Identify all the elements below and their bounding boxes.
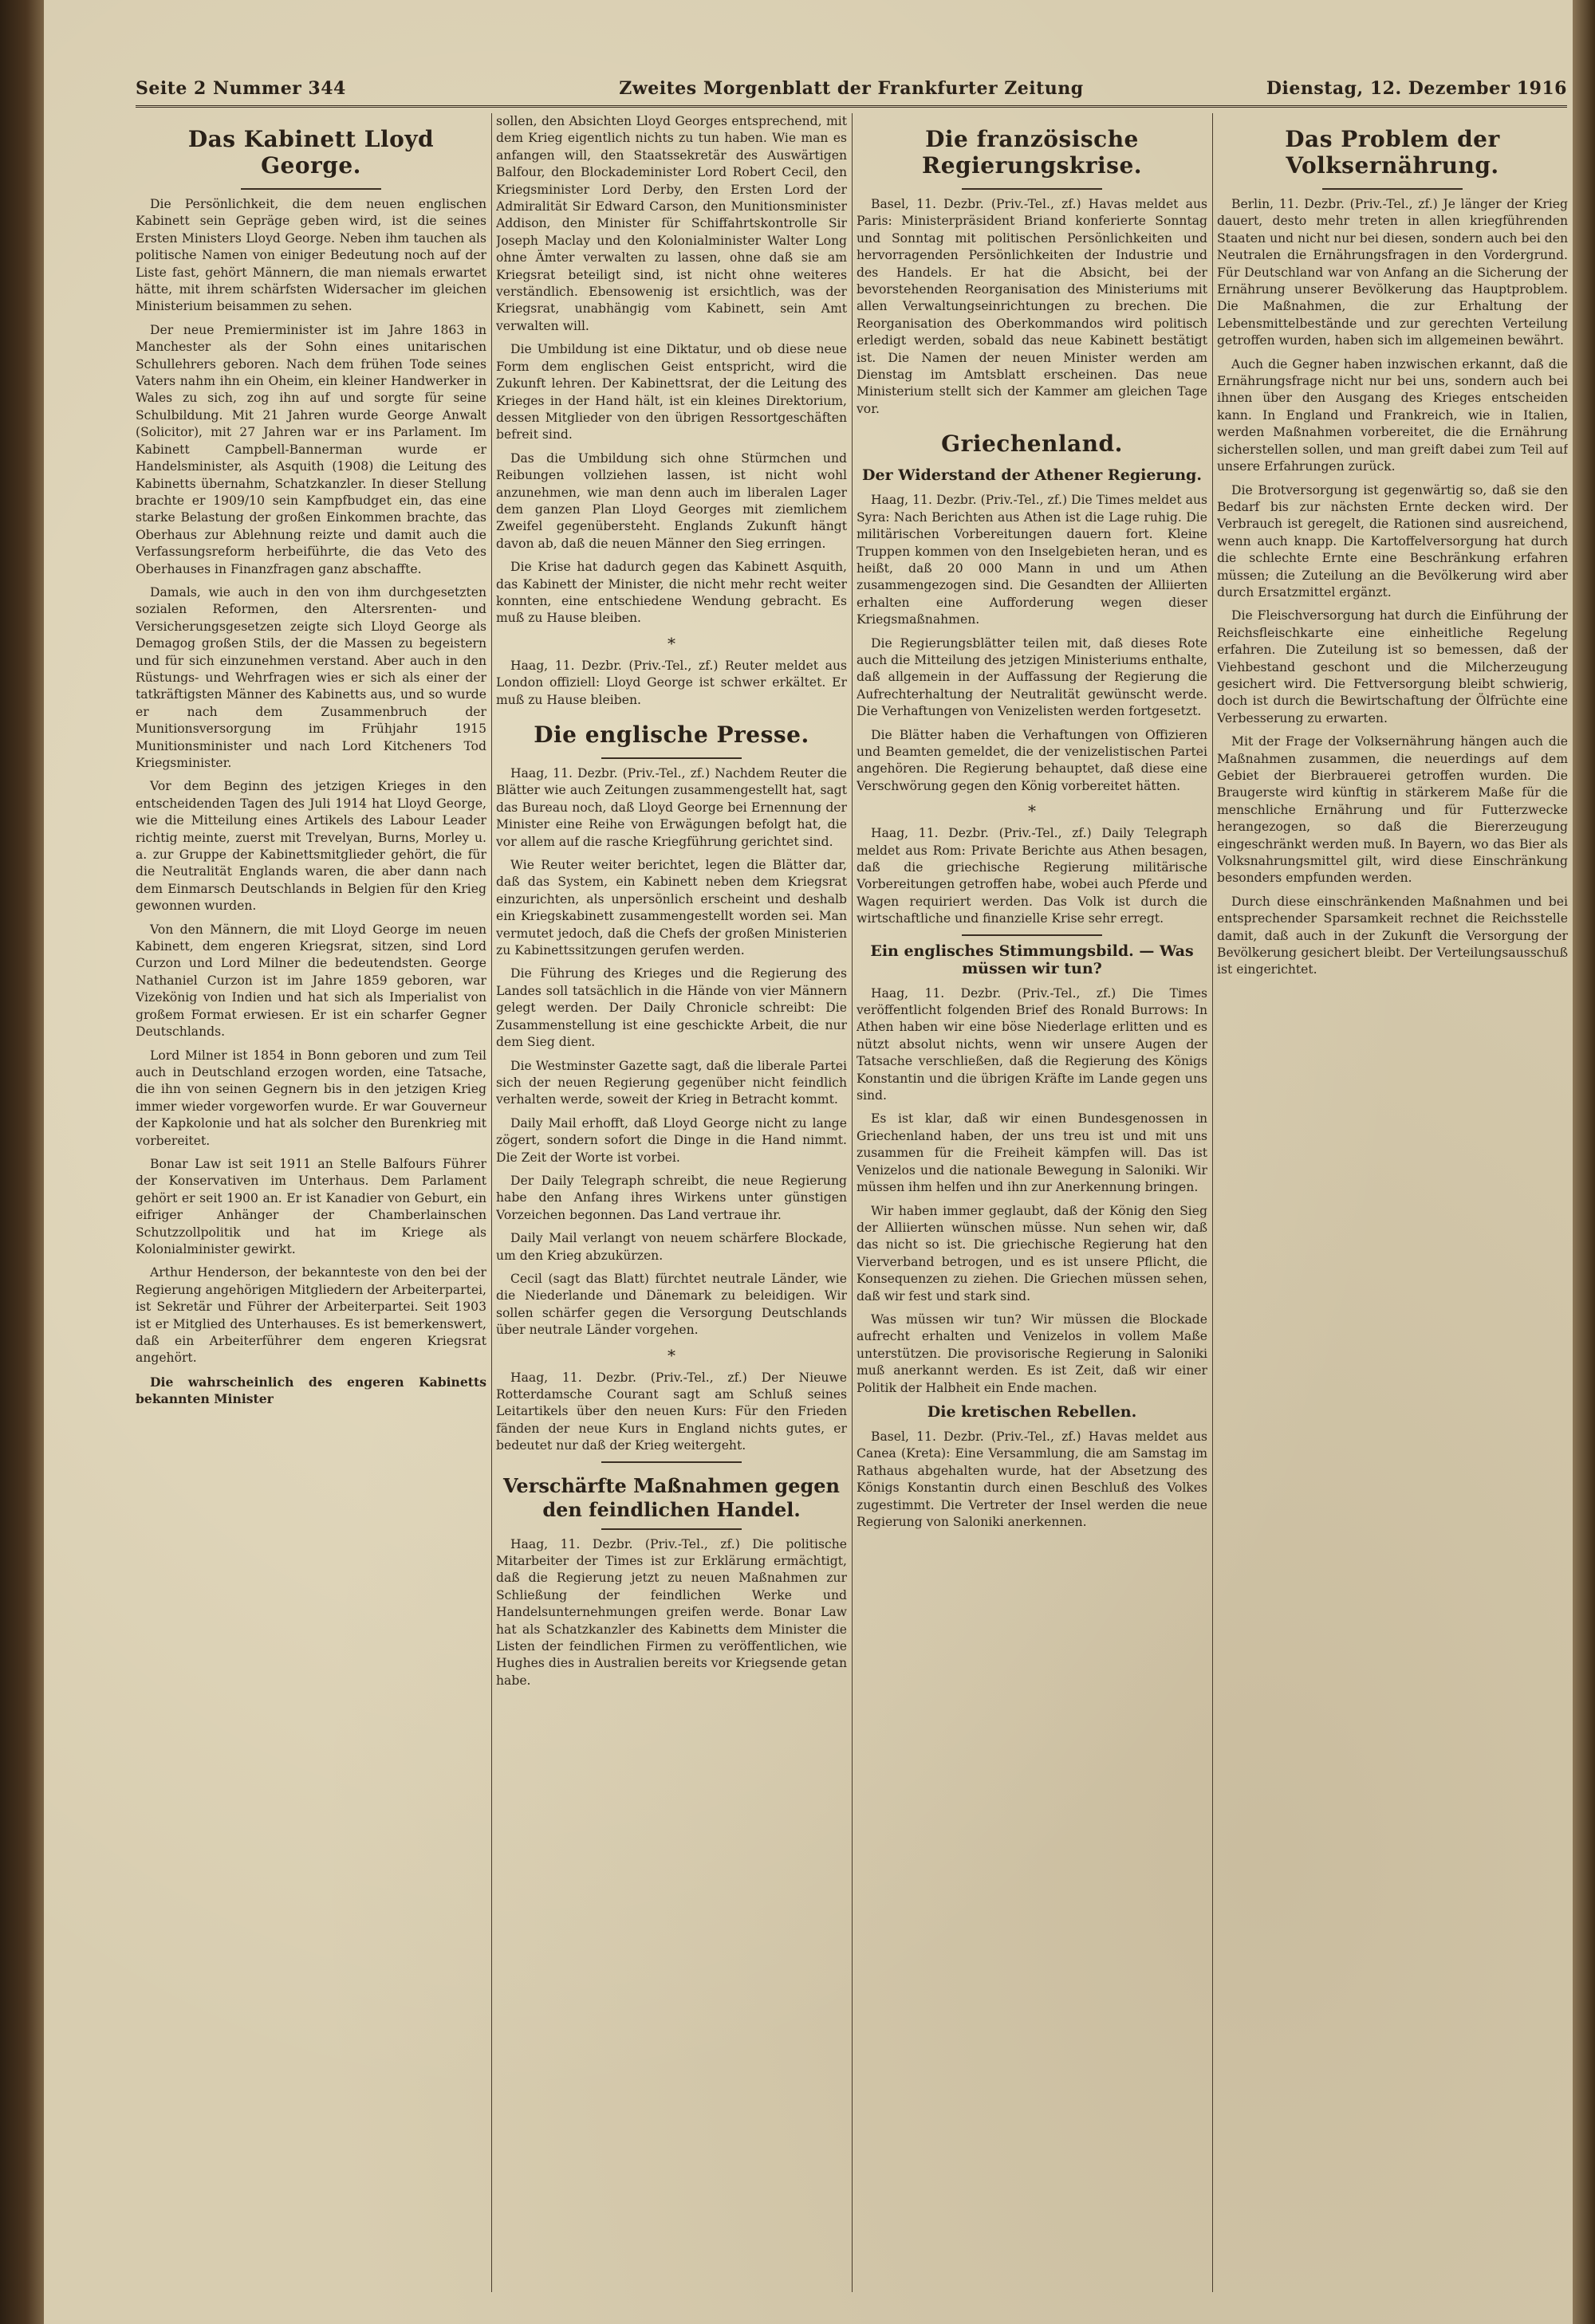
paragraph: Basel, 11. Dezbr. (Priv.-Tel., zf.) Havas meldet aus Canea (Kreta): Eine Versammlung, die am Samstag im Rathaus abgehalten wurde, hat der Absetzung des Königs Konstantin durch einen Beschluß des Volkes zugestimmt. Die Vertreter der Insel werden die neue Regierung von Saloniki anerkennen.	[857, 1429, 1207, 1529]
telegram: Haag, 11. Dezbr. (Priv.-Tel., zf.) Reuter meldet aus London offiziell: Lloyd George ist schwer erkältet. Er muß zu Hause bleiben.	[496, 658, 847, 707]
paragraph: Daily Mail verlangt von neuem schärfere Blockade, um den Krieg abzukürzen.	[496, 1231, 847, 1263]
separator-star: *	[668, 1345, 675, 1365]
paragraph: Haag, 11. Dezbr. (Priv.-Tel., zf.) Die Times veröffentlicht folgenden Brief des Ronald Burrows: In Athen haben wir eine böse Niederlage erlitten und es nützt absolut nichts, wenn wir unsere Augen der Tatsache verschließen, daß die Regierung des Königs Konstantin und die übrigen Kräfte im Lande gegen uns sind.	[857, 985, 1207, 1103]
paragraph: Haag, 11. Dezbr. (Priv.-Tel., zf.) Nachdem Reuter die Blätter wie auch Zeitungen zusammengestellt hat, sagt das Bureau noch, daß Lloyd George bei Ernennung der Minister eine Reihe von Erwägungen befolgt hat, die vor allem auf die rasche Kriegführung gerichtet sind.	[496, 766, 847, 849]
masthead	[136, 73, 1567, 108]
column-1	[136, 113, 486, 2292]
issue-date: Dienstag, 12. Dezember 1916	[1266, 78, 1567, 99]
page-number: Seite 2 Nummer 344	[136, 78, 346, 99]
column-rule	[852, 113, 853, 2292]
column-2	[496, 113, 847, 2292]
telegram: Haag, 11. Dezbr. (Priv.-Tel., zf.) Der Nieuwe Rotterdamsche Courant sagt am Schluß seines Leitartikels über den neuen Kurs: Für den Frieden fänden der neue Kurs in England nichts gutes, er bedeutet nur daß der Krieg weitergeht.	[496, 1370, 847, 1453]
paragraph: Der neue Premierminister ist im Jahre 1863 in Manchester als der Sohn eines unitarischen Schullehrers geboren. Nach dem frühen Tode seines Vaters nahm ihn ein Oheim, ein kleiner Handwerker in Wales zu sich, zog ihn auf und sorgte für seine Schulbildung. Mit 21 Jahren wurde George Anwalt (Solicitor), mit 27 Jahren war er ins Parlament. Im Kabinett Campbell-Bannerman wurde er Handelsminister, als Asquith (1908) die Leitung des Kabinetts übernahm, Schatzkanzler. In dieser Stellung brachte er 1909/10 sein Kampfbudget ein, das eine starke Belastung der großen Einkommen brachte, das Oberhaus zur Ablehnung reizte und damit auch die Verfassungsreform herbeiführte, die das Veto des Oberhauses in Finanzfragen ganz abschaffte.	[136, 322, 486, 576]
title-rule	[601, 1528, 742, 1530]
column-rule	[1212, 113, 1213, 2292]
paragraph: Die Umbildung ist eine Diktatur, und ob diese neue Form dem englischen Geist entspricht, wird die Zukunft lehren. Der Kabinettsrat, der die Leitung des Krieges in der Hand hält, ist ein kleines Direktorium, dessen Mitglieder von den übrigen Ressortgeschäften befreit sind.	[496, 342, 847, 442]
column-4	[1217, 113, 1568, 2292]
paragraph: Die Blätter haben die Verhaftungen von Offizieren und Beamten gemeldet, die der venizelistischen Partei angehören. Die Regierung behauptet, daß diese eine Verschwörung gegen den König vorbereitet hätten.	[857, 727, 1207, 793]
paragraph: Haag, 11. Dezbr. (Priv.-Tel., zf.) Die Times meldet aus Syra: Nach Berichten aus Athen ist die Lage ruhig. Die militärischen Vorbereitungen dauern fort. Kleine Truppen kommen von den Inselgebieten heran, und es heißt, daß 20 000 Mann in und um Athen zusammengezogen sind. Die Gesandten der Alliierten erhalten eine Aufforderung wegen dieser Kriegsmaßnahmen.	[857, 493, 1207, 627]
paragraph: Wir haben immer geglaubt, daß der König den Sieg der Alliierten wünschen müsse. Nun sehen wir, daß das nicht so ist. Die griechische Regierung hat den Vierverband betrogen, und es ist unsere Pflicht, die Konsequenzen zu ziehen. Die Griechen müssen sehen, daß wir fest und stark sind.	[857, 1203, 1207, 1304]
column-3	[857, 113, 1207, 2292]
article-title-handel: Verschärfte Maßnahmen gegen den feindlichen Handel.	[503, 1473, 840, 1521]
title-rule	[601, 1461, 742, 1463]
paragraph: Wie Reuter weiter berichtet, legen die Blätter dar, daß das System, ein Kabinett neben dem Kriegsrat einzurichten, als unpersönlich erscheint und deshalb ein Kriegskabinett zusammengestellt worden sei. Man vermutet jedoch, daß die Chefs der großen Ministerien zu Kabinettssitzungen gerufen werden.	[496, 858, 847, 958]
paragraph: Bonar Law ist seit 1911 an Stelle Balfours Führer der Konservativen im Unterhaus. Dem Parlament gehört er seit 1900 an. Er ist Kanadier von Geburt, ein eifriger Anhänger der Chamberlainschen Schutzzollpolitik und hat im Kriege als Kolonialminister gewirkt.	[136, 1156, 486, 1256]
paragraph: Vor dem Beginn des jetzigen Krieges in den entscheidenden Tagen des Juli 1914 hat Lloyd George, wie die Mitteilung eines Artikels des Labour Leader richtig meinte, zuerst mit Trevelyan, Burns, Morley u. a. zur Gruppe der Kabinettsmitglieder gehört, die für die Neutralität Englands waren, die aber dann nach dem Einmarsch Deutschlands in Belgien für den Krieg gewonnen wurden.	[136, 779, 486, 914]
paragraph: Basel, 11. Dezbr. (Priv.-Tel., zf.) Havas meldet aus Paris: Ministerpräsident Briand konferierte Sonntag und Sonntag mit politischen Persönlichkeiten und hervorragenden Persönlichkeiten der Industrie und des Handels. Er hat die Absicht, bei der bevorstehenden Reorganisation des Ministeriums mit allen Verwaltungseinrichtungen zu brechen. Die Reorganisation des Oberkommandos wird politisch erledigt werden, sobald das neue Kabinett bestätigt ist. Die Namen der neuen Minister werden am Dienstag im Amtsblatt erscheinen. Das neue Ministerium stellt sich der Kammer am gleichen Tage vor.	[857, 197, 1207, 416]
subtitle-rebellen: Die kretischen Rebellen.	[927, 1402, 1137, 1421]
paragraph: Durch diese einschränkenden Maßnahmen und bei entsprechender Sparsamkeit rechnet die Reichsstelle damit, daß auch in der Zukunft die Versorgung der Bevölkerung gesichert bleibt. Der Verteilungsausschuß ist eingerichtet.	[1217, 894, 1568, 977]
paragraph: Das die Umbildung sich ohne Stürmchen und Reibungen vollziehen lassen, ist nicht wohl anzunehmen, wie man denn auch im liberalen Lager dem ganzen Plan Lloyd Georges mit ziemlichem Zweifel gegenübersteht. Englands Zukunft hängt davon ab, daß die neuen Männer den Sieg erringen.	[496, 450, 847, 551]
subtitle-stimmungsbild: Ein englisches Stimmungsbild. — Was müssen wir tun?	[870, 942, 1194, 977]
separator-star: *	[1028, 801, 1036, 821]
paragraph: Die Persönlichkeit, die dem neuen englischen Kabinett sein Gepräge geben wird, ist die seines Ersten Ministers Lloyd George. Neben ihm tauchen als politische Namen von einiger Bedeutung noch auf der Liste fast, gehört Männern, die man niemals erwartet hätte, mit ihrem schärfsten Widersacher im gleichen Ministerium beisammen zu sehen.	[136, 197, 486, 314]
paragraph: Lord Milner ist 1854 in Bonn geboren und zum Teil auch in Deutschland erzogen worden, eine Tatsache, die ihn von seinen Gegnern bis in den jetzigen Krieg immer wieder vorgeworfen wurde. Er war Gouverneur der Kapkolonie und hat als solcher den Burenkrieg mit vorbereitet.	[136, 1048, 486, 1148]
paragraph: Die Regierungsblätter teilen mit, daß dieses Rote auch die Mitteilung des jetzigen Ministeriums enthalte, daß allgemein in der Auffassung der Regierung die Aufrechterhaltung der Neutralität gewünscht werde. Die Verhaftungen von Venizelisten werden fortgesetzt.	[857, 635, 1207, 719]
paragraph: Die wahrscheinlich des engeren Kabinetts bekannten Minister	[136, 1374, 486, 1407]
title-rule	[962, 934, 1102, 936]
paragraph: Haag, 11. Dezbr. (Priv.-Tel., zf.) Die politische Mitarbeiter der Times ist zur Erklärung ermächtigt, daß die Regierung jetzt zu neuen Maßnahmen zur Schließung der feindlichen Werke und Handelsunternehmungen greifen werde. Bonar Law hat als Schatzkanzler des Kabinetts dem Minister die Listen der feindlichen Firmen zu veröffentlichen, wie Hughes dies in Australien bereits vor Kriegsende getan habe.	[496, 1536, 847, 1688]
paragraph: Arthur Henderson, der bekannteste von den bei der Regierung angehörigen Mitgliedern der Arbeiterpartei, ist Sekretär und Führer der Arbeiterpartei. Seit 1903 ist er Mitglied des Unterhauses. Es ist bemerkenswert, daß ein Arbeiterführer dem engeren Kriegsrat angehört.	[136, 1265, 486, 1366]
title-rule	[962, 188, 1102, 190]
paragraph: Was müssen wir tun? Wir müssen die Blockade aufrecht erhalten und Venizelos in vollem Maße unterstützen. Die provisorische Regierung in Saloniki muß anerkannt werden. Es ist Zeit, daß wir einer Politik der Halbheit ein Ende machen.	[857, 1311, 1207, 1395]
title-rule	[1322, 188, 1463, 190]
title-rule	[601, 757, 742, 759]
article-title-frankreich: Die französische Regierungskrise.	[921, 126, 1143, 179]
column-rule	[491, 113, 492, 2292]
paragraph: Der Daily Telegraph schreibt, die neue Regierung habe den Anfang ihres Wirkens unter günstigen Vorzeichen begonnen. Das Land vertraue ihr.	[496, 1173, 847, 1222]
separator-star: *	[668, 633, 675, 653]
paragraph: Cecil (sagt das Blatt) fürchtet neutrale Länder, wie die Niederlande und Dänemark zu beleidigen. Wir sollen schärfer gegen die Versorgung Deutschlands über neutrale Länder vorgehen.	[496, 1271, 847, 1338]
paragraph: Die Krise hat dadurch gegen das Kabinett Asquith, das Kabinett der Minister, die nicht mehr recht weiter konnten, eine entschiedene Wendung gebracht. Es muß zu Hause bleiben.	[496, 560, 847, 626]
paragraph: Von den Männern, die mit Lloyd George im neuen Kabinett, dem engeren Kriegsrat, sitzen, sind Lord Curzon und Lord Milner die bedeutendsten. George Nathaniel Curzon ist im Jahre 1859 geboren, war Vizekönig von Indien und hat sich als Imperialist von großem Format erwiesen. Er ist ein scharfer Gegner Deutschlands.	[136, 922, 486, 1040]
title-rule	[241, 188, 381, 190]
paragraph: Mit der Frage der Volksernährung hängen auch die Maßnahmen zusammen, die neuerdings auf dem Gebiet der Bierbrauerei getroffen wurden. Die Braugerste wird künftig in stärkerem Maße für die menschliche Ernährung und für Futterzwecke herangezogen, so daß die Biererzeugung eingeschränkt werden muß. In Bayern, wo das Bier als Volksnahrungsmittel gilt, wird diese Einschränkung besonders empfunden werden.	[1217, 734, 1568, 886]
book-binding	[0, 0, 44, 2324]
paragraph: Auch die Gegner haben inzwischen erkannt, daß die Ernährungsfrage nicht nur bei uns, sondern auch bei ihnen über den Ausgang des Krieges entscheiden kann. In England und Frankreich, wie in Italien, werden Maßnahmen vorbereitet, die die Ernährung sicherstellen sollen, und man greift dabei zum Teil auf unsere Erfahrungen zurück.	[1217, 356, 1568, 474]
paragraph: Es ist klar, daß wir einen Bundesgenossen in Griechenland haben, der uns treu ist und mit uns zusammen für die Freiheit kämpfen will. Das ist Venizelos und die nationale Bewegung in Saloniki. Wir müssen ihm helfen und ihn zur Anerkennung bringen.	[857, 1111, 1207, 1195]
telegram: Haag, 11. Dezbr. (Priv.-Tel., zf.) Daily Telegraph meldet aus Rom: Private Berichte aus Athen besagen, daß die griechische Regierung militärische Vorbereitungen getroffen habe, wobei auch Pferde und Wagen requiriert werden. Das Volk ist durch die wirtschaftliche und finanzielle Krise sehr erregt.	[857, 826, 1207, 926]
article-title-volksernaehrung: Das Problem der Volksernährung.	[1285, 126, 1500, 179]
paragraph: Daily Mail erhofft, daß Lloyd George nicht zu lange zögert, sondern sofort die Dinge in die Hand nimmt. Die Zeit der Worte ist vorbei.	[496, 1115, 847, 1165]
article-title-kabinett: Das Kabinett Lloyd George.	[187, 126, 435, 179]
paragraph: Damals, wie auch in den von ihm durchgesetzten sozialen Reformen, den Altersrenten- und Versicherungsgesetzen zeigte sich Lloyd George als Demagog großen Stils, der die Massen zu begeistern und für sich einzunehmen verstand. Aber auch in den Rüstungs- und Wehrfragen wies er sich als einer der tatkräftigsten Männer des Kabinetts aus, und so wurde er nach dem Zusammenbruch der Munitionsversorgung im Frühjahr 1915 Munitionsminister und nach Lord Kitcheners Tod Kriegsminister.	[136, 584, 486, 770]
article-title-presse: Die englische Presse.	[534, 722, 809, 748]
paragraph: Berlin, 11. Dezbr. (Priv.-Tel., zf.) Je länger der Krieg dauert, desto mehr treten in allen kriegführenden Staaten und nicht nur bei diesen, sondern auch bei den Neutralen die Ernährungsfragen in den Vordergrund. Für Deutschland war von Anfang an die Sicherung der Ernährung unserer Bevölkerung das Hauptproblem. Die Maßnahmen, die zur Erhaltung der Lebensmittelbestände und zur gerechten Verteilung getroffen wurden, haben sich im allgemeinen bewährt.	[1217, 197, 1568, 348]
paragraph: Die Fleischversorgung hat durch die Einführung der Reichsfleischkarte eine einheitliche Regelung erfahren. Die Zuteilung ist so bemessen, daß der Viehbestand geschont und die Milcherzeugung gesichert wird. Die Fettversorgung bleibt schwierig, doch ist durch die Bewirtschaftung der Ölfrüchte eine Verbesserung zu erwarten.	[1217, 608, 1568, 726]
paragraph: Die Führung des Krieges und die Regierung des Landes soll tatsächlich in die Hände von vier Männern gelegt werden. Der Daily Chronicle schreibt: Die Zusammenstellung ist eine geschickte Arbeit, die nur dem Sieg dient.	[496, 966, 847, 1050]
paragraph: Die Brotversorgung ist gegenwärtig so, daß sie den Bedarf bis zur nächsten Ernte decken wird. Der Verbrauch ist geregelt, die Rationen sind ausreichend, wenn auch knapp. Die Kartoffelversorgung hat durch die schlechte Ernte eine Beschränkung erfahren müssen; die Zuteilung an die Bevölkerung wird aber durch Ersatzmittel ergänzt.	[1217, 482, 1568, 600]
page-edge	[1573, 0, 1595, 2324]
paragraph: Die Westminster Gazette sagt, daß die liberale Partei sich der neuen Regierung gegenüber nicht feindlich verhalten werde, soweit der Krieg in Betracht kommt.	[496, 1058, 847, 1107]
newspaper-title: Zweites Morgenblatt der Frankfurter Zeitung	[619, 78, 1084, 99]
subtitle-widerstand: Der Widerstand der Athener Regierung.	[862, 466, 1202, 485]
article-title-griechenland: Griechenland.	[941, 431, 1123, 458]
paragraph: sollen, den Absichten Lloyd Georges entsprechend, mit dem Krieg eigentlich nichts zu tun haben. Wie man es anfangen will, den Staatssekretär des Auswärtigen Balfour, den Blockademinister Lord Robert Cecil, den Kriegsminister Lord Derby, den Ersten Lord der Admiralität Sir Edward Carson, den Munitionsminister Addison, den Minister für Schiffahrtskontrolle Sir Joseph Maclay und den Kolonialminister Walter Long ohne Ämter verwalten zu lassen, ohne daß sie am Kriegsrat beteiligt sind, ist nicht ohne weiteres verständlich. Ebensowenig ist ersichtlich, was der Kriegsrat, unabhängig vom Kabinett, sein Amt verwalten will.	[496, 114, 847, 333]
